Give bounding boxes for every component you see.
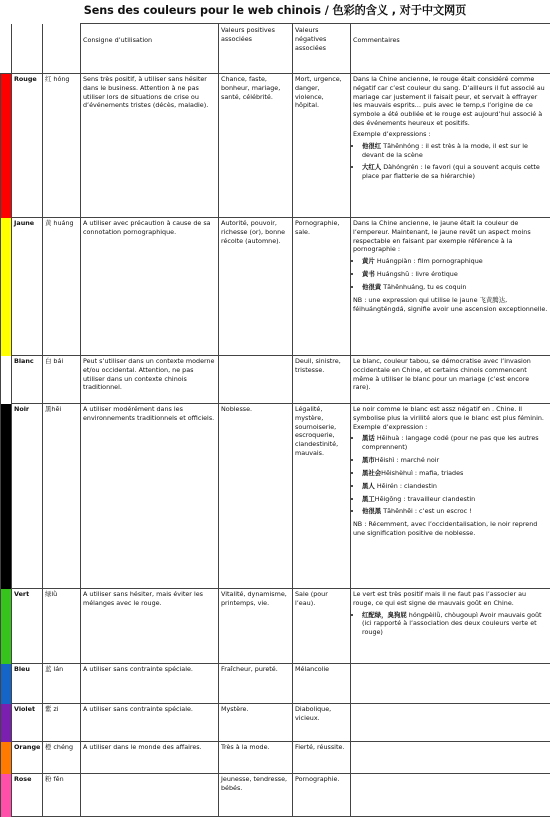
header-chinese bbox=[43, 24, 81, 74]
header-consigne: Consigne d’utilisation bbox=[81, 24, 219, 74]
example-item bbox=[362, 482, 548, 491]
color-swatch bbox=[1, 704, 12, 742]
color-name: Rouge bbox=[12, 74, 43, 218]
example-item bbox=[362, 469, 548, 478]
negatives-cell: Deuil, sinistre, tristesse. bbox=[293, 356, 351, 404]
example-translation: Hēirén : clandestin bbox=[375, 482, 437, 490]
document-title: Sens des couleurs pour le web chinois / 色彩的含义 , 对于中文网页 bbox=[0, 2, 550, 18]
header-row bbox=[1, 24, 550, 74]
chinese-name: 粉 fěn bbox=[43, 774, 81, 817]
positives-cell: Très à la mode. bbox=[219, 742, 293, 774]
comment-text: Le vert est très positif mais il ne faut pas l’associer au rouge, ce qui est signe de mauvais goût en Chine. bbox=[353, 590, 548, 608]
comment-text: Le blanc, couleur tabou, se démocratise avec l’invasion occidentale en Chine, et certains chinois commencent même à utiliser le blanc pour un mariage (c’est encore rare). bbox=[353, 357, 548, 392]
negatives-cell: Sale (pour l’eau). bbox=[293, 589, 351, 664]
example-chinese: 黑人 bbox=[362, 482, 375, 490]
consigne-cell: A utiliser sans contrainte spéciale. bbox=[81, 704, 219, 742]
consigne-cell: A utiliser sans hésiter, mais éviter les mélanges avec le rouge. bbox=[81, 589, 219, 664]
positives-cell: Fraîcheur, pureté. bbox=[219, 664, 293, 704]
color-name: Blanc bbox=[12, 356, 43, 404]
example-chinese: 黑社会 bbox=[362, 469, 381, 477]
negatives-cell: Pornographie, sale. bbox=[293, 218, 351, 356]
example-translation: Hēigōng : travailleur clandestin bbox=[375, 495, 475, 503]
negatives-cell: Fierté, réussite. bbox=[293, 742, 351, 774]
chinese-name: 绿lǜ bbox=[43, 589, 81, 664]
positives-cell: Noblesse. bbox=[219, 404, 293, 589]
color-swatch bbox=[1, 356, 12, 404]
table-row bbox=[1, 774, 550, 817]
comment-text: Dans la Chine ancienne, le jaune était la couleur de l’empereur. Maintenant, le jaune revêt un aspect moins respectable en faisant par exemple référence à la pornographie : bbox=[353, 219, 548, 254]
positives-cell: Chance, faste, bonheur, mariage, santé, célébrité. bbox=[219, 74, 293, 218]
chinese-name: 红 hóng bbox=[43, 74, 81, 218]
example-translation: hóngpèilǜ, chòugoupì Avoir mauvais goût (ici rapporté à l’association des deux couleurs verte et rouge) bbox=[362, 611, 542, 637]
example-item bbox=[362, 163, 548, 181]
examples-list bbox=[353, 434, 548, 516]
example-chinese: 黄书 bbox=[362, 270, 375, 278]
example-item bbox=[362, 283, 548, 292]
example-translation: Tāhěnhóng : il est très à la mode, il est sur le devant de la scène bbox=[362, 142, 528, 159]
examples-list bbox=[353, 142, 548, 181]
consigne-cell: Peut s’utiliser dans un contexte moderne et/ou occidental. Attention, ne pas utiliser dans un contexte chinois traditionnel. bbox=[81, 356, 219, 404]
chinese-name: 黑hēi bbox=[43, 404, 81, 589]
example-chinese: 他很黄 bbox=[362, 283, 381, 291]
consigne-cell: A utiliser sans contrainte spéciale. bbox=[81, 664, 219, 704]
comment-cell bbox=[351, 774, 550, 817]
comment-cell bbox=[351, 704, 550, 742]
example-chinese: 黑话 bbox=[362, 434, 375, 442]
example-item bbox=[362, 507, 548, 516]
table-row bbox=[1, 356, 550, 404]
example-item bbox=[362, 257, 548, 266]
example-translation: Hēihuà : langage codé (pour ne pas que les autres comprennent) bbox=[362, 434, 539, 451]
header-positives: Valeurs positives associées bbox=[219, 24, 293, 74]
color-swatch bbox=[1, 589, 12, 664]
color-swatch bbox=[1, 218, 12, 356]
negatives-cell: Diabolique, vicieux. bbox=[293, 704, 351, 742]
consigne-cell: A utiliser modérément dans les environnements traditionnels et officiels. bbox=[81, 404, 219, 589]
color-name: Violet bbox=[12, 704, 43, 742]
example-translation: Tāhěnhuáng, tu es coquin bbox=[381, 283, 466, 291]
example-item bbox=[362, 495, 548, 504]
consigne-cell: Sens très positif, à utiliser sans hésiter dans le business. Attention à ne pas utiliser lors de situations de crise ou d’événements tristes (décès, maladie). bbox=[81, 74, 219, 218]
header-swatch bbox=[1, 24, 12, 74]
example-translation: Dàhóngrén : le favori (qui a souvent acquis cette place par flatterie de sa hiérarchie) bbox=[362, 163, 540, 180]
example-translation: Hēishì : marché noir bbox=[375, 456, 439, 464]
example-chinese: 他很黑 bbox=[362, 507, 381, 515]
table-row bbox=[1, 404, 550, 589]
color-name: Orange bbox=[12, 742, 43, 774]
example-translation: Huángpiàn : film pornographique bbox=[375, 257, 483, 265]
comment-text: Le noir comme le blanc est assz négatif en . Chine. Il symbolise plus la virilité alors que le blanc est plus féminin. Exemple d’expression : bbox=[353, 405, 548, 431]
color-name: Jaune bbox=[12, 218, 43, 356]
example-item bbox=[362, 270, 548, 279]
example-chinese: 红配绿，臭狗屁 bbox=[362, 611, 407, 619]
example-chinese: 黑市 bbox=[362, 456, 375, 464]
header-negatives: Valeurs négatives associées bbox=[293, 24, 351, 74]
color-name: Noir bbox=[12, 404, 43, 589]
color-swatch bbox=[1, 404, 12, 589]
chinese-name: 白 bái bbox=[43, 356, 81, 404]
negatives-cell: Mort, urgence, danger, violence, hôpital. bbox=[293, 74, 351, 218]
example-translation: Huángshū : livre érotique bbox=[375, 270, 458, 278]
positives-cell: Jeunesse, tendresse, bébés. bbox=[219, 774, 293, 817]
example-item bbox=[362, 142, 548, 160]
consigne-cell: A utiliser dans le monde des affaires. bbox=[81, 742, 219, 774]
comment-cell bbox=[351, 356, 550, 404]
example-chinese: 他很红 bbox=[362, 142, 381, 150]
positives-cell: Autorité, pouvoir, richesse (or), bonne récolte (automne). bbox=[219, 218, 293, 356]
example-item bbox=[362, 434, 548, 452]
example-item bbox=[362, 456, 548, 465]
example-chinese: 大红人 bbox=[362, 163, 381, 171]
table-row bbox=[1, 664, 550, 704]
color-swatch bbox=[1, 664, 12, 704]
table-row bbox=[1, 218, 550, 356]
example-chinese: 黑工 bbox=[362, 495, 375, 503]
comment-cell bbox=[351, 74, 550, 218]
comment-cell bbox=[351, 589, 550, 664]
examples-list bbox=[353, 257, 548, 291]
example-chinese: 黄片 bbox=[362, 257, 375, 265]
table-row bbox=[1, 74, 550, 218]
color-swatch bbox=[1, 742, 12, 774]
color-swatch bbox=[1, 74, 12, 218]
chinese-name: 黄 huáng bbox=[43, 218, 81, 356]
positives-cell bbox=[219, 356, 293, 404]
consigne-cell bbox=[81, 774, 219, 817]
colors-table bbox=[0, 23, 550, 817]
comment-cell bbox=[351, 664, 550, 704]
chinese-name: 紫 zi bbox=[43, 704, 81, 742]
positives-cell: Mystère. bbox=[219, 704, 293, 742]
example-translation: Hēishèhuì : mafia, triades bbox=[381, 469, 463, 477]
example-translation: Tāhěnhēi : c’est un escroc ! bbox=[381, 507, 472, 515]
negatives-cell: Légalité, mystère, sournoiserie, escroquerie, clandestinité, mauvais. bbox=[293, 404, 351, 589]
negatives-cell: Pornographie. bbox=[293, 774, 351, 817]
chinese-name: 橙 chéng bbox=[43, 742, 81, 774]
color-name: Vert bbox=[12, 589, 43, 664]
comment-text: Dans la Chine ancienne, le rouge était considéré comme négatif car c’est couleur du sang. D’ailleurs il fut associé au mariage car justement il faisait peur, et servait à effrayer les mauvais esprits… puis avec le temp,s l’origine de ce symbole a été oubliée et le rouge est aujourd’hui associé à des événements heureux et positifs. bbox=[353, 75, 548, 128]
color-swatch bbox=[1, 774, 12, 817]
comment-note: NB : une expression qui utilise le jaune 飞黄腾达, féihuángténgdá, signifie avoir une ascension exceptionnelle. bbox=[353, 296, 548, 314]
comment-note: NB : Récemment, avec l’occidentalisation, le noir reprend une signification positive de noblesse. bbox=[353, 520, 548, 538]
table-row bbox=[1, 704, 550, 742]
chinese-name: 蓝 lán bbox=[43, 664, 81, 704]
header-commentaires: Commentaires bbox=[351, 24, 550, 74]
comment-subtext: Exemple d’expressions : bbox=[353, 130, 548, 139]
comment-cell bbox=[351, 404, 550, 589]
consigne-cell: A utiliser avec précaution à cause de sa connotation pornographique. bbox=[81, 218, 219, 356]
example-item bbox=[362, 611, 548, 637]
header-color bbox=[12, 24, 43, 74]
comment-cell bbox=[351, 742, 550, 774]
comment-cell bbox=[351, 218, 550, 356]
color-name: Rose bbox=[12, 774, 43, 817]
negatives-cell: Mélancolie bbox=[293, 664, 351, 704]
positives-cell: Vitalité, dynamisme, printemps, vie. bbox=[219, 589, 293, 664]
table-row bbox=[1, 742, 550, 774]
color-name: Bleu bbox=[12, 664, 43, 704]
table-row bbox=[1, 589, 550, 664]
examples-list bbox=[353, 611, 548, 637]
